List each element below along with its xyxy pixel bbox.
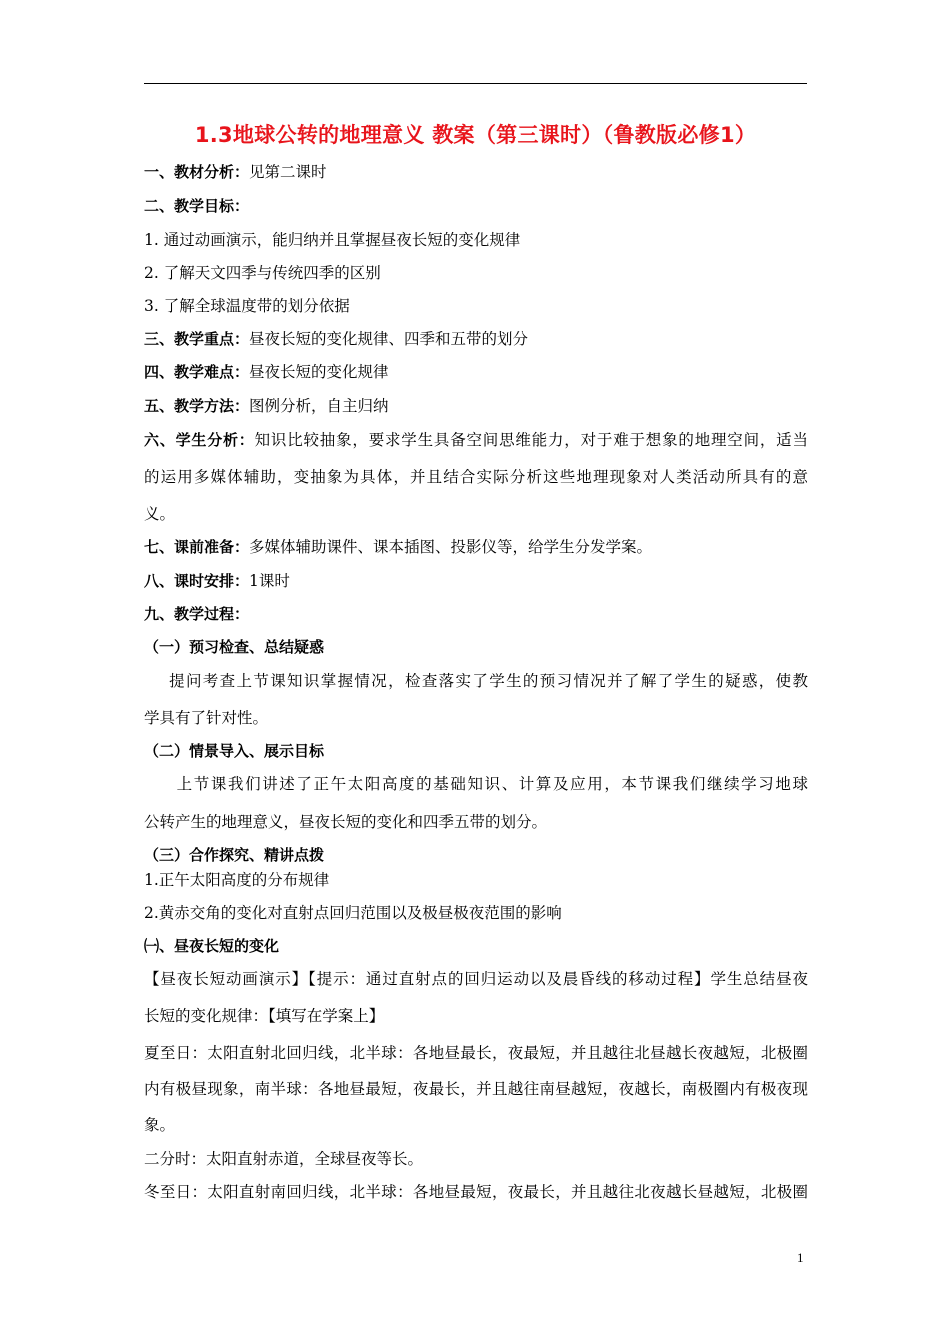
line-22 xyxy=(144,868,808,892)
line-26 xyxy=(144,1004,808,1028)
paragraph-text: 公转产生的地理意义，昼夜长短的变化和四季五带的划分。 xyxy=(144,813,548,831)
line-11 xyxy=(144,502,808,526)
list-item: 3. 了解全球温度带的划分依据 xyxy=(144,297,350,315)
paragraph-text: 二分时：太阳直射赤道，全球昼夜等长。 xyxy=(144,1150,424,1168)
paragraph-text: 象。 xyxy=(144,1116,176,1134)
paragraph-text: 冬至日：太阳直射南回归线，北半球：各地昼最短，夜最长，并且越往北夜越长昼越短，北极圈 xyxy=(144,1183,808,1201)
section-heading: 九、教学过程： xyxy=(144,605,250,623)
line-8 xyxy=(144,394,808,418)
subsection-heading: （一）预习检查、总结疑惑 xyxy=(144,638,325,656)
line-19 xyxy=(144,772,808,796)
line-16 xyxy=(144,669,808,693)
section-text: 图例分析，自主归纳 xyxy=(249,397,389,415)
line-27 xyxy=(144,1041,808,1065)
section-heading: 四、教学难点： xyxy=(144,363,250,381)
line-12 xyxy=(144,535,808,559)
line-3 xyxy=(144,228,808,252)
section-heading: 一、教材分析： xyxy=(144,163,250,181)
document-title: 1.3地球公转的地理意义 教案（第三课时）（鲁教版必修1） xyxy=(194,123,757,147)
list-item: 1. 通过动画演示，能归纳并且掌握昼夜长短的变化规律 xyxy=(144,231,521,249)
line-29 xyxy=(144,1113,808,1137)
paragraph-text: 长短的变化规律：【填写在学案上】 xyxy=(144,1007,385,1025)
line-18 xyxy=(144,739,808,763)
line-13 xyxy=(144,569,808,593)
line-23 xyxy=(144,901,808,925)
paragraph-text: 夏至日：太阳直射北回归线，北半球：各地昼最长，夜最短，并且越往北昼越长夜越短，北极圈 xyxy=(144,1044,808,1062)
line-7 xyxy=(144,360,808,384)
section-text: 昼夜长短的变化规律 xyxy=(249,363,389,381)
section-heading: 八、课时安排： xyxy=(144,572,250,590)
header-rule xyxy=(144,83,807,84)
section-heading: 三、教学重点： xyxy=(144,330,250,348)
paragraph-text: 【昼夜长短动画演示】【提示：通过直射点的回归运动以及晨昏线的移动过程】学生总结昼夜 xyxy=(144,970,808,988)
line-28 xyxy=(144,1077,808,1101)
section-text: 的运用多媒体辅助，变抽象为具体，并且结合实际分析这些地理现象对人类活动所具有的意 xyxy=(144,468,808,486)
section-text: 见第二课时 xyxy=(249,163,327,181)
section-text: 义。 xyxy=(144,505,176,523)
list-item: 1.正午太阳高度的分布规律 xyxy=(144,871,330,889)
line-10 xyxy=(144,465,808,489)
line-24 xyxy=(144,934,808,958)
line-17 xyxy=(144,706,808,730)
list-item: 2.黄赤交角的变化对直射点回归范围以及极昼极夜范围的影响 xyxy=(144,904,562,922)
line-5 xyxy=(144,294,808,318)
line-31 xyxy=(144,1180,808,1204)
line-6 xyxy=(144,327,808,351)
line-21 xyxy=(144,843,808,867)
subsection-heading: （三）合作探究、精讲点拨 xyxy=(144,846,325,864)
section-text: 知识比较抽象，要求学生具备空间思维能力，对于难于想象的地理空间，适当 xyxy=(254,431,808,449)
section-text: 1课时 xyxy=(249,572,290,590)
line-9 xyxy=(144,428,808,452)
paragraph-text: 上节课我们讲述了正午太阳高度的基础知识、计算及应用，本节课我们继续学习地球 xyxy=(144,775,808,793)
line-1 xyxy=(144,160,808,184)
line-25 xyxy=(144,967,808,991)
section-heading: 二、教学目标： xyxy=(144,197,250,215)
section-heading: 七、课前准备： xyxy=(144,538,250,556)
line-20 xyxy=(144,810,808,834)
section-text: 昼夜长短的变化规律、四季和五带的划分 xyxy=(249,330,529,348)
line-30 xyxy=(144,1147,808,1171)
line-4 xyxy=(144,261,808,285)
section-text: 多媒体辅助课件、课本插图、投影仪等，给学生分发学案。 xyxy=(249,538,653,556)
paragraph-text: 学具有了针对性。 xyxy=(144,709,269,727)
line-2 xyxy=(144,194,808,218)
subsection-heading: ㈠、昼夜长短的变化 xyxy=(144,937,280,955)
line-15 xyxy=(144,635,808,659)
subsection-heading: （二）情景导入、展示目标 xyxy=(144,742,325,760)
page-number: 1 xyxy=(797,1250,804,1265)
section-heading: 五、教学方法： xyxy=(144,397,250,415)
paragraph-text: 提问考查上节课知识掌握情况，检查落实了学生的预习情况并了解了学生的疑惑，使教 xyxy=(144,672,808,690)
list-item: 2. 了解天文四季与传统四季的区别 xyxy=(144,264,381,282)
section-heading: 六、学生分析： xyxy=(144,431,255,449)
paragraph-text: 内有极昼现象，南半球：各地昼最短，夜最长，并且越往南昼越短，夜越长，南极圈内有极夜现 xyxy=(144,1080,808,1098)
line-14 xyxy=(144,602,808,626)
